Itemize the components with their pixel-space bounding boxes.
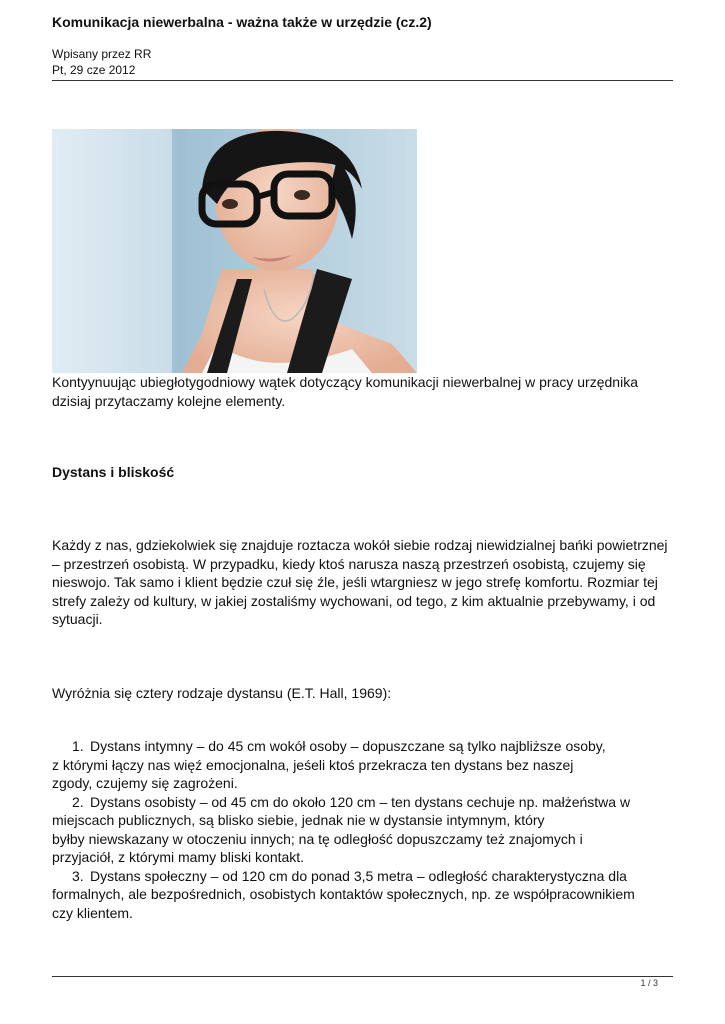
intro-paragraph: Kontyynuując ubiegłotygodniowy wątek dotyczący komunikacji niewerbalnej w pracy urzędnika dzisiaj przytaczamy kolejne elementy. [52,374,638,409]
article-photo [52,129,417,373]
list-item-text: Dystans intymny – do 45 cm wokół osoby – dopuszczane są tylko najbliższe osoby, [90,738,606,754]
list-item-text: czy klientem. [52,904,133,921]
list-item-number: 1. [72,738,84,754]
article-author: Wpisany przez RR [52,47,152,61]
body-paragraph-2: Wyróżnia się cztery rodzaje dystansu (E.T. Hall, 1969): [52,685,392,701]
list-item-number: 2. [72,793,84,810]
section-heading: Dystans i bliskość [52,464,175,480]
list-item [52,793,677,867]
list-item [52,867,677,923]
list-item-text: przyjaciół, z którymi mamy bliski kontakt. [52,849,305,865]
page-number: 1 / 3 [640,978,658,988]
article-date: Pt, 29 cze 2012 [52,63,136,77]
list-item-text: byłby niewskazany w otoczeniu innych; na tę odległość dopuszczamy też znajomych i [52,830,583,847]
list-item-text: miejscach publicznych, są blisko siebie, jednak nie w dystansie intymnym, który [52,812,545,828]
body-paragraph-1: Każdy z nas, gdziekolwiek się znajduje roztacza wokół siebie rodzaj niewidzialnej bańki powietrznej – przestrzeń osobistą. W przypadku, kiedy ktoś narusza naszą przestrzeń osobistą, czujemy się nieswojo. Tak samo i klient będzie czuł się źle, jeśli wtargniesz w jego strefę komfortu. Rozmiar tej strefy zależy od kultury, w jakiej zostaliśmy wychowani, od tego, z kim aktualnie przebywamy, i od sytuacji. [52,537,668,627]
list-item-text: Dystans społeczny – od 120 cm do ponad 3,5 metra – odległość charakterystyczna dla [90,867,627,884]
distance-types-list [52,737,677,922]
list-item [52,737,677,793]
footer-divider [52,976,673,977]
article-title: Komunikacja niewerbalna - ważna także w urzędzie (cz.2) [52,14,432,30]
list-item-number: 3. [72,867,84,884]
header-divider [52,80,673,81]
list-item-text: z którymi łączy nas więź emocjonalna, jeśeli ktoś przekracza ten dystans bez naszej [52,756,574,773]
list-item-text: Dystans osobisty – od 45 cm do około 120 cm – ten dystans cechuje np. małżeństwa w [90,793,631,810]
list-item-text: zgody, czujemy się zagrożeni. [52,775,238,791]
list-item-text: formalnych, ale bezpośrednich, osobistych kontaktów społecznych, np. ze współpracownikiem [52,886,635,902]
